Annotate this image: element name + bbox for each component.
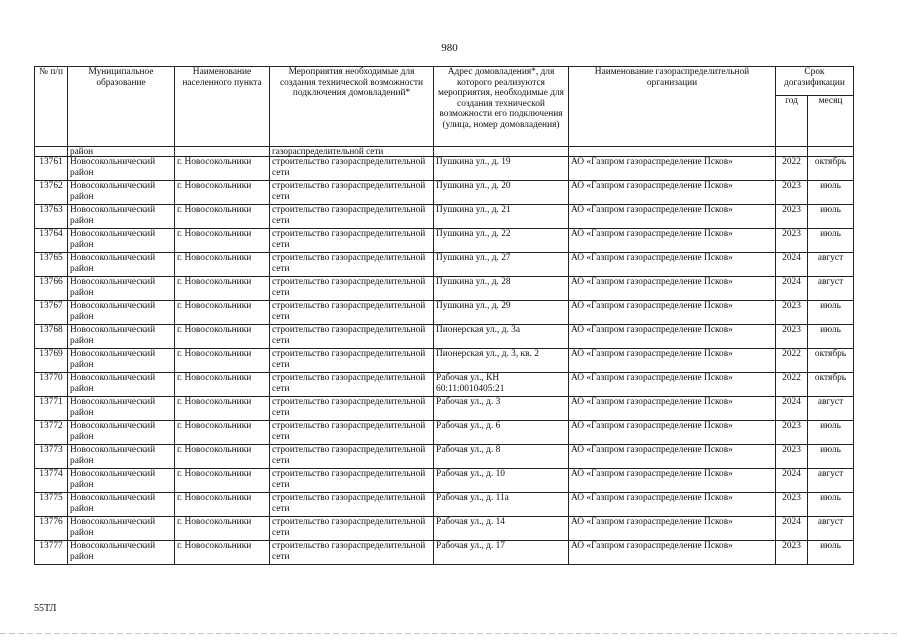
cell-municipality: Новосокольнический район — [68, 445, 175, 469]
cell-locality: г. Новосокольники — [175, 253, 270, 277]
cell-month — [808, 147, 854, 157]
cell-num: 13769 — [35, 349, 68, 373]
cell-month: июль — [808, 541, 854, 565]
cell-address: Рабочая ул., д. 17 — [434, 541, 569, 565]
cell-activities: строительство газораспределительной сети — [270, 445, 434, 469]
cell-activities: строительство газораспределительной сети — [270, 421, 434, 445]
cell-address: Пушкина ул., д. 22 — [434, 229, 569, 253]
table-row — [35, 229, 854, 253]
table-row — [35, 157, 854, 181]
cell-num — [35, 147, 68, 157]
cell-month: август — [808, 277, 854, 301]
cell-organization: АО «Газпром газораспределение Псков» — [569, 445, 776, 469]
cell-organization — [569, 147, 776, 157]
cell-activities: строительство газораспределительной сети — [270, 253, 434, 277]
cell-address: Пушкина ул., д. 29 — [434, 301, 569, 325]
cell-year: 2023 — [776, 541, 808, 565]
cell-num: 13776 — [35, 517, 68, 541]
cell-address: Рабочая ул., д. 10 — [434, 469, 569, 493]
table-row — [35, 421, 854, 445]
cell-organization: АО «Газпром газораспределение Псков» — [569, 277, 776, 301]
cell-address: Рабочая ул., д. 8 — [434, 445, 569, 469]
cell-municipality: Новосокольнический район — [68, 397, 175, 421]
cell-locality: г. Новосокольники — [175, 541, 270, 565]
cell-address: Рабочая ул., д. 14 — [434, 517, 569, 541]
cell-year: 2023 — [776, 421, 808, 445]
cell-month: август — [808, 517, 854, 541]
table-row — [35, 373, 854, 397]
cell-year: 2022 — [776, 157, 808, 181]
cell-activities: строительство газораспределительной сети — [270, 373, 434, 397]
header-term: Срок догазификации — [776, 67, 854, 96]
cell-year: 2024 — [776, 517, 808, 541]
cell-address: Пушкина ул., д. 28 — [434, 277, 569, 301]
cell-organization: АО «Газпром газораспределение Псков» — [569, 397, 776, 421]
cell-locality: г. Новосокольники — [175, 421, 270, 445]
cell-month: июль — [808, 229, 854, 253]
cell-municipality: район — [68, 147, 175, 157]
cell-num: 13774 — [35, 469, 68, 493]
cell-organization: АО «Газпром газораспределение Псков» — [569, 541, 776, 565]
cell-address: Рабочая ул., д. 3 — [434, 397, 569, 421]
cell-address — [434, 147, 569, 157]
header-month: месяц — [808, 96, 854, 147]
cell-activities: строительство газораспределительной сети — [270, 157, 434, 181]
cell-organization: АО «Газпром газораспределение Псков» — [569, 229, 776, 253]
cell-year: 2023 — [776, 301, 808, 325]
cell-locality: г. Новосокольники — [175, 397, 270, 421]
header-address: Адрес домовладения*, для которого реализуются мероприятия, необходимые для создания технической возможности его подключения (улица, номер домовладения) — [434, 67, 569, 147]
cell-locality: г. Новосокольники — [175, 469, 270, 493]
cell-num: 13761 — [35, 157, 68, 181]
footer-mark: 55ТЛ — [34, 603, 57, 614]
cell-num: 13773 — [35, 445, 68, 469]
header-municipality: Муниципальное образование — [68, 67, 175, 147]
cell-municipality: Новосокольнический район — [68, 349, 175, 373]
cell-organization: АО «Газпром газораспределение Псков» — [569, 373, 776, 397]
cell-num: 13777 — [35, 541, 68, 565]
table-row — [35, 205, 854, 229]
table-row — [35, 397, 854, 421]
cell-address: Пушкина ул., д. 27 — [434, 253, 569, 277]
header-year: год — [776, 96, 808, 147]
cell-municipality: Новосокольнический район — [68, 253, 175, 277]
cell-locality: г. Новосокольники — [175, 229, 270, 253]
cell-municipality: Новосокольнический район — [68, 325, 175, 349]
cell-address: Пионерская ул., д. 3, кв. 2 — [434, 349, 569, 373]
header-organization: Наименование газораспределительной организации — [569, 67, 776, 147]
cell-year: 2024 — [776, 253, 808, 277]
cell-activities: газораспределительной сети — [270, 147, 434, 157]
cell-municipality: Новосокольнический район — [68, 493, 175, 517]
cell-municipality: Новосокольнический район — [68, 301, 175, 325]
cell-organization: АО «Газпром газораспределение Псков» — [569, 301, 776, 325]
table-row — [35, 325, 854, 349]
cell-month: июль — [808, 493, 854, 517]
cell-activities: строительство газораспределительной сети — [270, 205, 434, 229]
cell-year — [776, 147, 808, 157]
header-num: № п/п — [35, 67, 68, 147]
cell-locality: г. Новосокольники — [175, 325, 270, 349]
continuation-row — [35, 147, 854, 157]
cell-address: Пушкина ул., д. 19 — [434, 157, 569, 181]
cell-locality: г. Новосокольники — [175, 517, 270, 541]
cell-month: июль — [808, 301, 854, 325]
cell-address: Рабочая ул., д. 11а — [434, 493, 569, 517]
cell-locality: г. Новосокольники — [175, 205, 270, 229]
cell-num: 13766 — [35, 277, 68, 301]
cell-num: 13763 — [35, 205, 68, 229]
cell-year: 2023 — [776, 181, 808, 205]
cell-activities: строительство газораспределительной сети — [270, 517, 434, 541]
scan-edge-line — [0, 633, 899, 634]
cell-municipality: Новосокольнический район — [68, 181, 175, 205]
cell-activities: строительство газораспределительной сети — [270, 301, 434, 325]
cell-organization: АО «Газпром газораспределение Псков» — [569, 493, 776, 517]
cell-municipality: Новосокольнический район — [68, 229, 175, 253]
cell-year: 2023 — [776, 325, 808, 349]
cell-year: 2023 — [776, 229, 808, 253]
cell-month: октябрь — [808, 349, 854, 373]
table-row — [35, 517, 854, 541]
cell-num: 13768 — [35, 325, 68, 349]
cell-activities: строительство газораспределительной сети — [270, 397, 434, 421]
cell-year: 2023 — [776, 445, 808, 469]
cell-locality: г. Новосокольники — [175, 181, 270, 205]
cell-municipality: Новосокольнический район — [68, 277, 175, 301]
cell-num: 13772 — [35, 421, 68, 445]
header-row-top — [35, 67, 854, 96]
header-locality: Наименование населенного пункта — [175, 67, 270, 147]
table-row — [35, 445, 854, 469]
cell-num: 13765 — [35, 253, 68, 277]
cell-organization: АО «Газпром газораспределение Псков» — [569, 157, 776, 181]
page-number: 980 — [441, 42, 458, 54]
cell-locality: г. Новосокольники — [175, 277, 270, 301]
cell-month: август — [808, 253, 854, 277]
cell-address: Рабочая ул., д. 6 — [434, 421, 569, 445]
cell-num: 13764 — [35, 229, 68, 253]
cell-num: 13771 — [35, 397, 68, 421]
table-row — [35, 469, 854, 493]
cell-year: 2022 — [776, 349, 808, 373]
table-row — [35, 301, 854, 325]
cell-municipality: Новосокольнический район — [68, 469, 175, 493]
cell-num: 13767 — [35, 301, 68, 325]
cell-address: Пионерская ул., д. 3а — [434, 325, 569, 349]
cell-month: июль — [808, 205, 854, 229]
cell-year: 2022 — [776, 373, 808, 397]
table-row — [35, 181, 854, 205]
cell-activities: строительство газораспределительной сети — [270, 181, 434, 205]
cell-activities: строительство газораспределительной сети — [270, 229, 434, 253]
cell-activities: строительство газораспределительной сети — [270, 349, 434, 373]
cell-month: июль — [808, 181, 854, 205]
cell-month: октябрь — [808, 157, 854, 181]
cell-address: Пушкина ул., д. 21 — [434, 205, 569, 229]
cell-year: 2024 — [776, 469, 808, 493]
cell-organization: АО «Газпром газораспределение Псков» — [569, 469, 776, 493]
cell-municipality: Новосокольнический район — [68, 373, 175, 397]
cell-municipality: Новосокольнический район — [68, 541, 175, 565]
cell-month: октябрь — [808, 373, 854, 397]
table-body — [35, 147, 854, 565]
cell-num: 13775 — [35, 493, 68, 517]
cell-num: 13762 — [35, 181, 68, 205]
cell-municipality: Новосокольнический район — [68, 517, 175, 541]
cell-month: июль — [808, 445, 854, 469]
cell-month: июль — [808, 325, 854, 349]
cell-organization: АО «Газпром газораспределение Псков» — [569, 325, 776, 349]
cell-organization: АО «Газпром газораспределение Псков» — [569, 421, 776, 445]
cell-locality: г. Новосокольники — [175, 445, 270, 469]
cell-municipality: Новосокольнический район — [68, 421, 175, 445]
cell-year: 2024 — [776, 397, 808, 421]
cell-locality: г. Новосокольники — [175, 493, 270, 517]
cell-month: июль — [808, 421, 854, 445]
cell-locality — [175, 147, 270, 157]
table-row — [35, 277, 854, 301]
table-row — [35, 493, 854, 517]
gasification-table — [34, 66, 854, 565]
cell-month: август — [808, 469, 854, 493]
cell-address: Рабочая ул., КН 60:11:0010405:21 — [434, 373, 569, 397]
cell-locality: г. Новосокольники — [175, 373, 270, 397]
cell-organization: АО «Газпром газораспределение Псков» — [569, 253, 776, 277]
cell-num: 13770 — [35, 373, 68, 397]
cell-activities: строительство газораспределительной сети — [270, 469, 434, 493]
cell-activities: строительство газораспределительной сети — [270, 325, 434, 349]
cell-municipality: Новосокольнический район — [68, 205, 175, 229]
cell-locality: г. Новосокольники — [175, 301, 270, 325]
cell-activities: строительство газораспределительной сети — [270, 541, 434, 565]
table-row — [35, 253, 854, 277]
cell-month: август — [808, 397, 854, 421]
cell-year: 2024 — [776, 277, 808, 301]
header-activities: Мероприятия необходимые для создания технической возможности подключения домовладений* — [270, 67, 434, 147]
cell-locality: г. Новосокольники — [175, 157, 270, 181]
cell-organization: АО «Газпром газораспределение Псков» — [569, 517, 776, 541]
cell-organization: АО «Газпром газораспределение Псков» — [569, 205, 776, 229]
cell-activities: строительство газораспределительной сети — [270, 277, 434, 301]
table-row — [35, 349, 854, 373]
cell-address: Пушкина ул., д. 20 — [434, 181, 569, 205]
cell-year: 2023 — [776, 205, 808, 229]
cell-municipality: Новосокольнический район — [68, 157, 175, 181]
cell-locality: г. Новосокольники — [175, 349, 270, 373]
table-row — [35, 541, 854, 565]
cell-organization: АО «Газпром газораспределение Псков» — [569, 349, 776, 373]
cell-year: 2023 — [776, 493, 808, 517]
cell-organization: АО «Газпром газораспределение Псков» — [569, 181, 776, 205]
cell-activities: строительство газораспределительной сети — [270, 493, 434, 517]
